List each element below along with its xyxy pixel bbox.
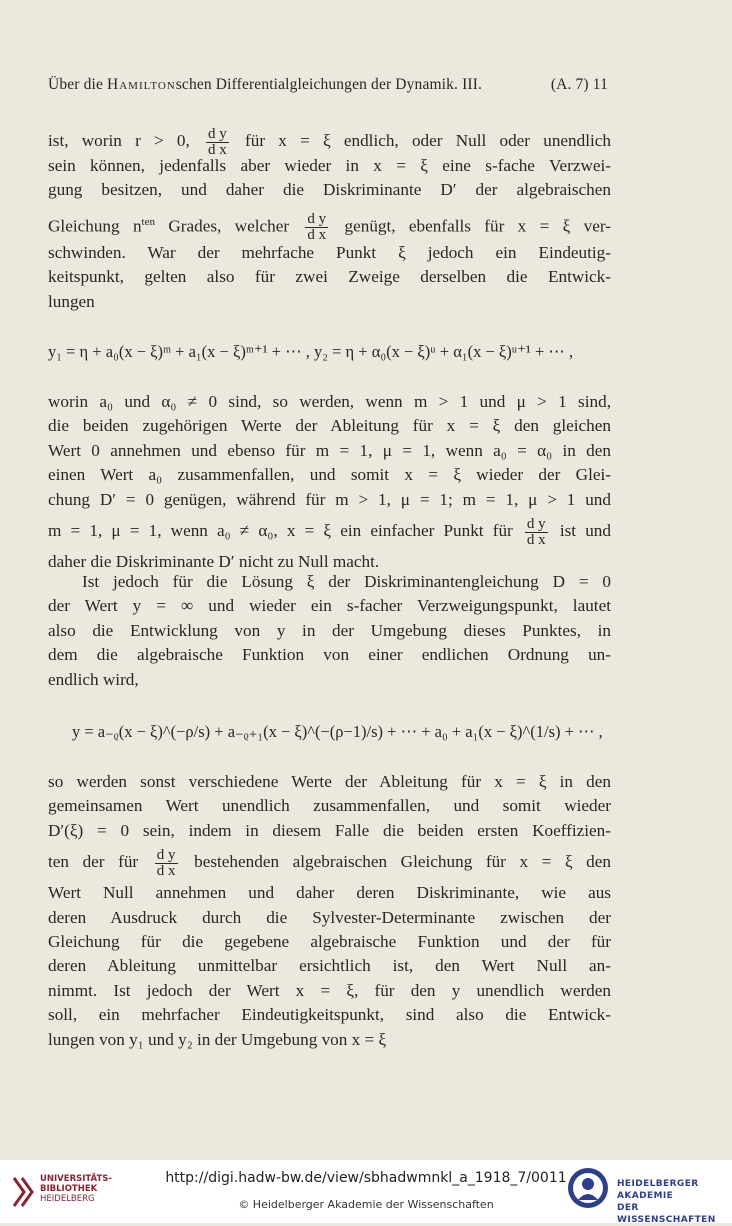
text-line: Wert Null annehmen und daher deren Diskriminante, wie aus — [48, 883, 611, 903]
fraction-denominator: d x — [526, 531, 546, 548]
fraction-denominator: d x — [208, 141, 227, 158]
text-segment: Grades, welcher — [155, 216, 290, 236]
superscript: ten — [141, 215, 155, 228]
paragraph-4 — [48, 770, 611, 1052]
formula-expansions-y1-y2: y₁ = η + a₀(x − ξ)ᵐ + a₁(x − ξ)ᵐ⁺¹ + ⋯ , y₂ = η + α₀(x − ξ)ᵘ + α₁(x − ξ)ᵘ⁺¹ + ⋯ , — [48, 342, 574, 361]
academy-name-line: HEIDELBERGER AKADEMIE — [617, 1179, 699, 1201]
text-segment: genügt, ebenfalls für x = ξ ver- — [344, 216, 611, 236]
text-segment: ist und — [559, 520, 611, 540]
fraction-denominator: d x — [156, 862, 176, 879]
header-author-name: Hamilton — [107, 76, 176, 93]
copyright-notice: © Heidelberger Akademie der Wissenschaften — [238, 1198, 494, 1211]
text-line: schwinden. War der mehrfache Punkt ξ jedoch ein Eindeutig- — [48, 242, 611, 262]
text-line — [48, 124, 612, 158]
library-name-line: UNIVERSITÄTS- — [40, 1174, 112, 1184]
text-line — [48, 203, 611, 244]
text-line: soll, ein mehrfacher Eindeutigkeitspunkt, sind also die Entwick- — [48, 1005, 611, 1025]
text-line: Ist jedoch für die Lösung ξ der Diskriminantengleichung D = 0 — [82, 572, 611, 591]
text-line: daher die Diskriminante D′ nicht zu Null macht. — [48, 551, 380, 571]
text-segment: ten der für — [48, 852, 139, 872]
text-line: dem die algebraische Funktion von einer endlichen Ordnung un- — [48, 645, 611, 665]
academy-name — [617, 1178, 732, 1226]
page-number: (A. 7) 11 — [550, 76, 608, 93]
paragraph-2 — [48, 390, 611, 574]
text-line: nimmt. Ist jedoch der Wert x = ξ, für den y unendlich werden — [48, 980, 611, 1000]
text-line: keitspunkt, gelten also für zwei Zweige derselben die Entwick- — [48, 267, 611, 287]
academy-name-line: DER WISSENSCHAFTEN — [617, 1203, 716, 1225]
text-segment: ist, worin r > 0, — [48, 131, 190, 150]
fraction-numerator: d y — [208, 125, 227, 142]
fraction-dy-dx — [155, 848, 178, 879]
text-line: D′(ξ) = 0 sein, indem in diesem Falle die beiden ersten Koeffizien- — [48, 820, 611, 840]
fraction-denominator: d x — [307, 227, 327, 244]
library-name-line: BIBLIOTHEK — [40, 1184, 98, 1194]
text-line: deren Ausdruck durch die Sylvester-Determinante zwischen der — [48, 907, 611, 927]
formula-laurent-expansion: y = a₋ᵨ(x − ξ)^(−ρ/s) + a₋ᵨ₊₁(x − ξ)^(−(ρ−1)/s) + ⋯ + a₀ + a₁(x − ξ)^(1/s) + ⋯ , — [72, 722, 603, 741]
fraction-dy-dx — [206, 127, 229, 158]
text-segment: bestehenden algebraischen Gleichung für x = ξ den — [194, 852, 611, 872]
text-line: gemeinsamen Wert unendlich zusammenfallen, und somit wieder — [48, 796, 611, 816]
academy-seal-icon — [566, 1166, 610, 1210]
text-segment: m = 1, μ = 1, wenn a₀ ≠ α₀, x = ξ ein einfacher Punkt für — [48, 520, 513, 540]
text-line: chung D′ = 0 genügen, während für m > 1, μ = 1; m = 1, μ > 1 und — [48, 489, 611, 509]
text-line: deren Ableitung unmittelbar ersichtlich ist, den Wert Null an- — [48, 956, 611, 976]
text-line: einen Wert a₀ zusammenfallen, und somit x = ξ wieder der Glei- — [48, 465, 611, 485]
paragraph-1 — [48, 124, 611, 314]
text-line — [48, 843, 611, 881]
text-line: also die Entwicklung von y in der Umgebung dieses Punktes, in — [48, 620, 611, 640]
fraction-dy-dx — [305, 212, 328, 243]
text-line: endlich wird, — [48, 669, 139, 689]
running-header — [48, 76, 608, 94]
text-segment: Gleichung n — [48, 216, 142, 236]
fraction-numerator: d y — [526, 515, 546, 532]
document-url-link[interactable]: http://digi.hadw-bw.de/view/sbhadwmnkl_a_1918_7/0011 — [165, 1170, 567, 1186]
paragraph-3 — [48, 570, 611, 692]
fraction-numerator: d y — [307, 211, 327, 228]
fraction-numerator: d y — [156, 846, 176, 863]
text-segment: für x = ξ endlich, oder Null oder unendlich — [245, 131, 612, 150]
text-line: worin a₀ und α₀ ≠ 0 sind, so werden, wenn m > 1 und μ > 1 sind, — [48, 392, 611, 411]
text-line: Gleichung für die gegebene algebraische Funktion und der für — [48, 931, 611, 951]
text-line: die beiden zugehörigen Werte der Ableitung für x = ξ den gleichen — [48, 416, 611, 436]
fraction-dy-dx — [525, 517, 548, 548]
text-line: Wert 0 annehmen und ebenso für m = 1, μ = 1, wenn a₀ = α₀ in den — [48, 440, 611, 460]
footer-bar — [0, 1160, 732, 1223]
text-line: der Wert y = ∞ und wieder ein s-facher Verzweigungspunkt, lautet — [48, 596, 611, 616]
text-line: gung besitzen, und daher die Diskriminante D′ der algebraischen — [48, 180, 611, 200]
text-line: lungen von y₁ und y₂ in der Umgebung von x = ξ — [48, 1029, 387, 1049]
library-name-line: HEIDELBERG — [40, 1194, 95, 1204]
text-line: lungen — [48, 291, 95, 311]
text-line: sein können, jedenfalls aber wieder in x = ξ eine s-fache Verzwei- — [48, 156, 611, 175]
text-line — [48, 512, 611, 550]
header-prefix: Über die — [48, 76, 108, 93]
text-line: so werden sonst verschiedene Werte der Ableitung für x = ξ in den — [48, 772, 611, 791]
header-suffix: schen Differentialgleichungen der Dynamik. III. — [175, 76, 483, 93]
